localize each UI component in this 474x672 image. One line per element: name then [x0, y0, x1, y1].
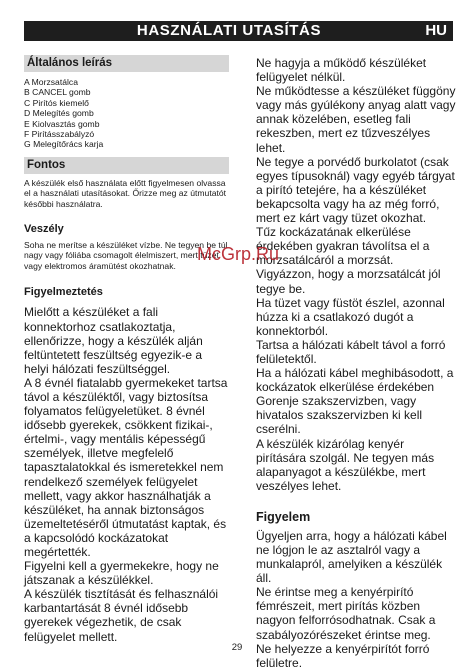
- parts-list-item: F Pirításszabályzó: [24, 129, 95, 140]
- danger-text: Soha ne merítse a készüléket vízbe. Ne tegyen be túl nagy vagy fóliába csomagolt élelmiszert, mert tüzet vagy elektromos áramütést okozhatnak.: [24, 239, 228, 271]
- parts-list-item: C Pirítós kiemelő: [24, 97, 89, 108]
- header-bar: [24, 21, 453, 41]
- page-number: 29: [231, 642, 243, 653]
- right-column: [256, 56, 456, 670]
- parts-list-item: D Melegítés gomb: [24, 108, 94, 119]
- parts-list: [24, 77, 229, 150]
- parts-list-item: A Morzsatálca: [24, 77, 78, 87]
- watermark-logo: McGrp.Ru: [197, 244, 280, 264]
- left-column: [24, 55, 229, 644]
- parts-list-item: B CANCEL gomb: [24, 87, 91, 98]
- page-title: HASZNÁLATI UTASÍTÁS: [136, 22, 322, 39]
- warning-heading: Figyelmeztetés: [24, 286, 103, 299]
- parts-list-item: G Melegítőrács karja: [24, 139, 104, 150]
- right-text-top: Ne hagyja a működő készüléket felügyelet nélkül. Ne működtesse a készüléket függöny vagy más gyúlékony anyag alatt vagy annak közelében, esetleg fali rekeszben, mert ez tűzveszélyes lehet. Ne tegye a porvédő burkolatot (csak egyes típusoknál) vagy egyéb tárgyat a pirító tetejére, ha a készüléket bekapcsolta vagy ha az még forró, mert ez kárt vagy tüzet okozhat. Tűz kockázatának elkerülése érdekében gyakran távolítsa el a morzsatálcáról a morzsát. Vigyázzon, hogy a morzsatálcát jól tegye be. Ha tüzet vagy füstöt észlel, azonnal húzza ki a csatlakozó dugót a konnektorból. Tartsa a hálózati kábelt távol a forró felületektől. Ha a hálózati kábel meghibásodott, a kockázatok elkerülése érdekében Gorenje szakszervizben, vagy hivatalos szakszervizben ki kell cserélni. A készülék kizárólag kenyér pirítására szolgál. Ne tegyen más alapanyagot a készülékbe, mert veszélyes lehet.: [256, 56, 456, 493]
- right-text-bottom: Ügyeljen arra, hogy a hálózati kábel ne lógjon le az asztalról vagy a munkalapról, amelyiken a készülék áll. Ne érintse meg a kenyérpirító fémrészeit, mert pirítás közben nagyon felforrósodhatnak. Csak a szabályozórészeket érintse meg. Ne helyezze a kenyérpirítót forró felületre.: [256, 528, 447, 670]
- care-heading: Figyelem: [256, 509, 311, 524]
- important-text: A készülék első használata előtt figyelmesen olvassa el a használati utasításokat. Őrizze meg az útmutatót későbbi használatra.: [24, 177, 227, 210]
- important-heading: Fontos: [24, 157, 229, 174]
- language-code: HU: [425, 22, 447, 39]
- parts-list-item: E Kiolvasztás gomb: [24, 118, 100, 129]
- general-heading: Általános leírás: [24, 55, 229, 72]
- danger-heading: Veszély: [24, 222, 64, 235]
- warning-text: Mielőtt a készüléket a fali konnektorhoz csatlakoztatja, ellenőrizze, hogy a készülék alján feltüntetett feszültség egyezik-e a helyi hálózati feszültséggel. A 8 évnél fiatalabb gyermekeket tartsa távol a készüléktől, vagy biztosítsa folyamatos felügyeletüket. 8 évnél idősebb gyerekek, csökkent fizikai-, értelmi-, vagy mentális képességű személyek, illetve megfelelő tapasztalatokkal és ismeretekkel nem rendelkező személyek felügyelet mellett, vagy akkor használhatják a készüléket, ha annak biztonságos üzemeltetéséről útmutatást kaptak, és a kapcsolódó kockázatokat megértették. Figyelni kell a gyermekekre, hogy ne játszanak a készülékkel. A készülék tisztítását és felhasználói karbantartását 8 évnél idősebb gyerekek végezhetik, de csak felügyelet mellett.: [24, 305, 228, 644]
